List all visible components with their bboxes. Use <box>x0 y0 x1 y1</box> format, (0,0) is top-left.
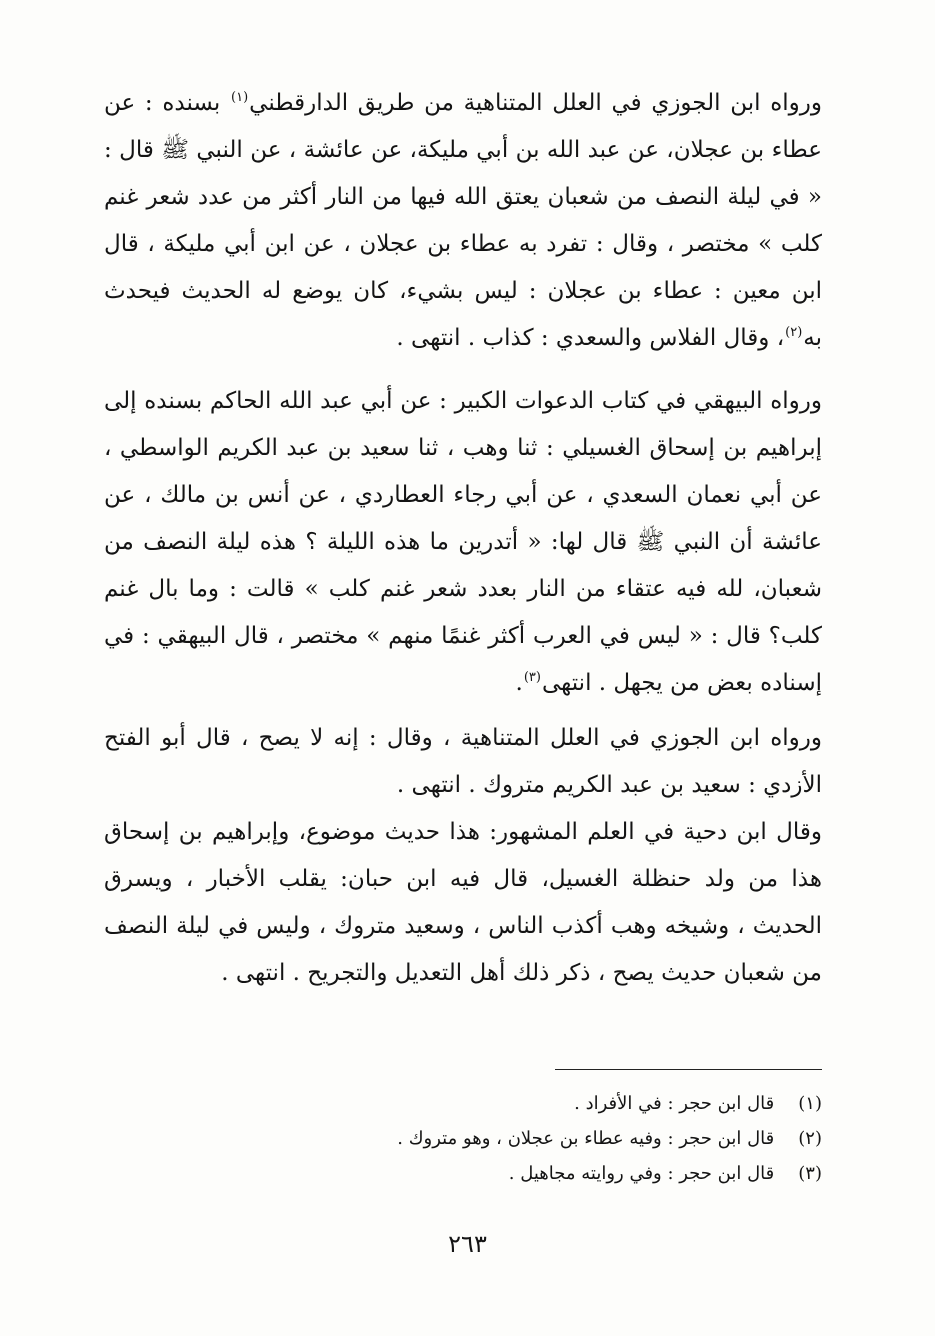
paragraph-1-text-c: ، وقال الفلاس والسعدي : كذاب . انتهى . <box>396 325 785 351</box>
footnote-marker-2: (٢) <box>785 325 803 341</box>
paragraph-4-text: وقال ابن دحية في العلم المشهور: هذا حديث موضوع، وإبراهيم بن إسحاق هذا من ولد حنظلة الغسيل، قال فيه ابن حبان: يقلب الأخبار ، ويسرق الحديث ، وشيخه وهب أكذب الناس ، وسعيد متروك ، وليس في ليلة النصف من شعبان حديث يصح ، ذكر ذلك أهل التعديل والتجريح . انتهى . <box>104 819 822 986</box>
footnote-1-number: (١) <box>798 1093 822 1114</box>
main-text <box>104 80 822 997</box>
footnote-1 <box>104 1086 822 1121</box>
footnote-2-text: قال ابن حجر : وفيه عطاء بن عجلان ، وهو متروك . <box>397 1128 775 1149</box>
footnote-separator <box>555 1069 822 1070</box>
paragraph-3 <box>104 715 822 809</box>
page-number: ٢٦٣ <box>448 1230 487 1258</box>
paragraph-2-text-b: . <box>515 670 523 696</box>
paragraph-1-text-b: بسنده : عن عطاء بن عجلان، عن عبد الله بن أبي مليكة، عن عائشة ، عن النبي ﷺ قال : « في ليلة النصف من شعبان يعتق الله فيها من النار أكثر من عدد شعر غنم كلب » مختصر ، وقال : تفرد به عطاء بن عجلان ، عن ابن أبي مليكة ، قال ابن معين : عطاء بن عجلان : ليس بشيء، كان يوضع له الحديث فيحدث به <box>104 90 822 351</box>
footnote-1-text: قال ابن حجر : في الأفراد . <box>574 1093 775 1114</box>
paragraph-2-text-a: ورواه البيهقي في كتاب الدعوات الكبير : عن أبي عبد الله الحاكم بسنده إلى إبراهيم بن إسحاق الغسيلي : ثنا وهب ، ثنا سعيد بن عبد الكريم الواسطي ، عن أبي نعمان السعدي ، عن أبي رجاء العطاردي ، عن أنس بن مالك ، عن عائشة أن النبي ﷺ قال لها: « أتدرين ما هذه الليلة ؟ هذه ليلة النصف من شعبان، لله فيه عتقاء من النار بعدد شعر غنم كلب » قالت : وما بال غنم كلب؟ قال : « ليس في العرب أكثر غنمًا منهم » مختصر ، قال البيهقي : في إسناده بعض من يجهل . انتهى <box>104 388 822 696</box>
footnotes <box>104 1086 822 1191</box>
footnote-marker-1: (١) <box>231 90 249 106</box>
paragraph-3-text: ورواه ابن الجوزي في العلل المتناهية ، وقال : إنه لا يصح ، قال أبو الفتح الأزدي : سعيد بن عبد الكريم متروك . انتهى . <box>104 725 822 798</box>
footnote-2 <box>104 1121 822 1156</box>
paragraph-1-text-a: ورواه ابن الجوزي في العلل المتناهية من طريق الدارقطني <box>249 90 822 116</box>
paragraph-2 <box>104 378 822 707</box>
paragraph-1 <box>104 80 822 362</box>
footnote-2-number: (٢) <box>798 1128 822 1149</box>
paragraph-4 <box>104 809 822 997</box>
footnote-3-text: قال ابن حجر : وفي روايته مجاهيل . <box>508 1163 775 1184</box>
footnote-marker-3: (٣) <box>523 670 541 686</box>
footnote-3-number: (٣) <box>798 1163 822 1184</box>
footnote-3 <box>104 1156 822 1191</box>
